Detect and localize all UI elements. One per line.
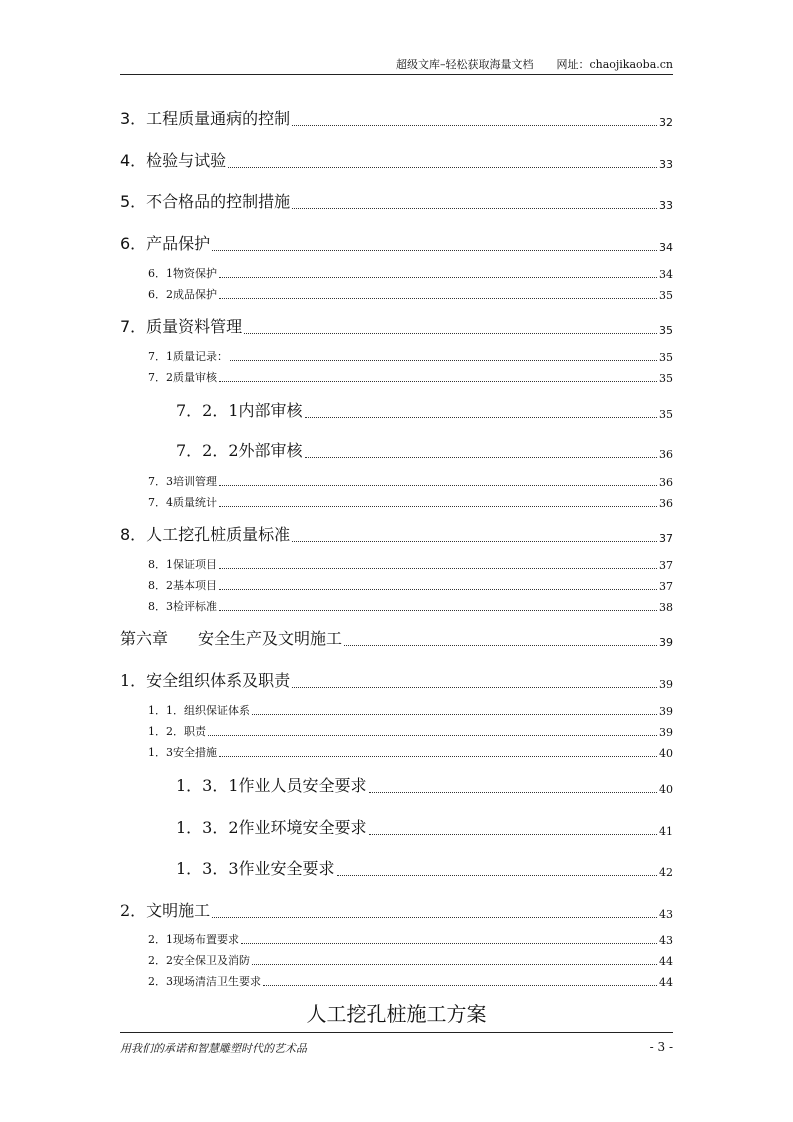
toc-entry-page: 35 xyxy=(659,289,673,302)
toc-entry-label: 8．人工挖孔桩质量标准 xyxy=(120,525,291,544)
dot-leader xyxy=(219,599,657,611)
toc-entry-label: 7．2．1内部审核 xyxy=(176,401,303,420)
dot-leader xyxy=(208,724,657,736)
toc-entry-label: 2．3现场清洁卫生要求 xyxy=(148,975,261,988)
toc-entry-label: 8．1保证项目 xyxy=(148,558,217,571)
footer-slogan: 用我们的承诺和智慧雕塑时代的艺术品 xyxy=(120,1042,307,1055)
toc-entry[interactable] xyxy=(120,668,673,691)
dot-leader xyxy=(369,818,657,835)
toc-entry-page: 39 xyxy=(659,636,673,649)
dot-leader xyxy=(228,151,657,168)
toc-entry-page: 41 xyxy=(659,825,673,838)
toc-entry-label: 6．产品保护 xyxy=(120,234,211,253)
toc-entry[interactable] xyxy=(148,952,673,968)
chapter-title: 安全生产及文明施工 xyxy=(198,629,343,648)
page-number: - 3 - xyxy=(649,1040,673,1054)
toc-entry-page: 35 xyxy=(659,351,673,364)
dot-leader xyxy=(219,287,657,299)
toc-entry-label: 7．1质量记录： xyxy=(148,350,228,363)
dot-leader xyxy=(305,441,657,458)
toc-entry-label: 3．工程质量通病的控制 xyxy=(120,109,291,128)
toc-entry-page: 34 xyxy=(659,241,673,254)
toc-entry-label: 6．2成品保护 xyxy=(148,288,217,301)
dot-leader xyxy=(230,349,657,361)
dot-leader xyxy=(212,234,657,251)
toc-entry-page: 32 xyxy=(659,116,673,129)
toc-entry-page: 40 xyxy=(659,783,673,796)
dot-leader xyxy=(219,266,657,278)
toc-entry[interactable] xyxy=(120,898,673,921)
toc-entry-page: 35 xyxy=(659,408,673,421)
dot-leader xyxy=(241,932,657,944)
toc-entry[interactable] xyxy=(148,556,673,572)
dot-leader xyxy=(292,109,657,126)
dot-leader xyxy=(344,629,657,646)
toc-entry[interactable] xyxy=(148,369,673,385)
dot-leader xyxy=(292,192,657,209)
toc-entry-page: 39 xyxy=(659,726,673,739)
toc-entry-page: 36 xyxy=(659,476,673,489)
toc-entry[interactable] xyxy=(120,148,673,171)
toc-entry-label: 8．2基本项目 xyxy=(148,579,217,592)
toc-entry-page: 39 xyxy=(659,678,673,691)
toc-entry-page: 36 xyxy=(659,497,673,510)
toc-entry-page: 38 xyxy=(659,601,673,614)
toc-entry[interactable] xyxy=(148,598,673,614)
toc-entry-label: 1．3．3作业安全要求 xyxy=(176,859,335,878)
toc-entry-label: 7．2．2外部审核 xyxy=(176,441,303,460)
toc-entry-label: 7．质量资料管理 xyxy=(120,317,243,336)
toc-entry-label: 2．2安全保卫及消防 xyxy=(148,954,250,967)
chapter-number: 第六章 xyxy=(120,629,169,648)
toc-entry[interactable] xyxy=(176,398,673,421)
toc-entry-label: 1．3．1作业人员安全要求 xyxy=(176,776,367,795)
document-title: 人工挖孔桩施工方案 xyxy=(306,1002,487,1026)
toc-entry-label: 2．1现场布置要求 xyxy=(148,933,239,946)
toc-entry-page: 40 xyxy=(659,747,673,760)
toc-entry-label: 6．1物资保护 xyxy=(148,267,217,280)
toc-entry[interactable] xyxy=(176,815,673,838)
dot-leader xyxy=(219,370,657,382)
dot-leader xyxy=(219,495,657,507)
toc-entry[interactable] xyxy=(120,231,673,254)
toc-entry[interactable] xyxy=(148,473,673,489)
toc-entry[interactable] xyxy=(176,773,673,796)
toc-entry-label: 8．3检评标准 xyxy=(148,600,217,613)
dot-leader xyxy=(337,859,657,876)
toc-entry[interactable] xyxy=(148,931,673,947)
toc-entry[interactable] xyxy=(148,723,673,739)
toc-entry-label: 1．2．职责 xyxy=(148,725,206,738)
dot-leader xyxy=(219,745,657,757)
toc-entry-page: 36 xyxy=(659,448,673,461)
toc-entry-label: 7．2质量审核 xyxy=(148,371,217,384)
dot-leader xyxy=(252,703,657,715)
toc-entry[interactable] xyxy=(148,348,673,364)
toc-entry-label: 1．3．2作业环境安全要求 xyxy=(176,818,367,837)
toc-entry-page: 44 xyxy=(659,976,673,989)
toc-entry-page: 37 xyxy=(659,559,673,572)
toc-entry[interactable] xyxy=(148,973,673,989)
toc-entry[interactable] xyxy=(148,286,673,302)
dot-leader xyxy=(212,901,657,918)
toc-entry-page: 35 xyxy=(659,324,673,337)
header-url-text: 网址：chaojikaoba.cn xyxy=(556,58,673,71)
dot-leader xyxy=(219,578,657,590)
toc-entry-label: 1．1．组织保证体系 xyxy=(148,704,250,717)
toc-entry-page: 43 xyxy=(659,934,673,947)
toc-entry[interactable] xyxy=(120,314,673,337)
toc-entry-page: 42 xyxy=(659,866,673,879)
toc-entry-page: 34 xyxy=(659,268,673,281)
toc-entry-page: 37 xyxy=(659,532,673,545)
toc-entry[interactable] xyxy=(176,438,673,461)
dot-leader xyxy=(219,557,657,569)
toc-entry[interactable] xyxy=(148,577,673,593)
toc-entry[interactable] xyxy=(148,265,673,281)
toc-entry-label: 5．不合格品的控制措施 xyxy=(120,192,291,211)
toc-entry-page: 43 xyxy=(659,908,673,921)
header-site-text: 超级文库–轻松获取海量文档 xyxy=(395,58,534,71)
toc-entry-page: 44 xyxy=(659,955,673,968)
toc-entry-label: 2．文明施工 xyxy=(120,901,211,920)
dot-leader xyxy=(369,776,657,793)
toc-entry-label: 1．3安全措施 xyxy=(148,746,217,759)
toc-entry-label: 7．4质量统计 xyxy=(148,496,217,509)
dot-leader xyxy=(244,317,657,334)
footer-divider xyxy=(120,1032,673,1033)
toc-entry-label: 4．检验与试验 xyxy=(120,151,227,170)
dot-leader xyxy=(219,474,657,486)
toc-entry-page: 37 xyxy=(659,580,673,593)
toc-entry[interactable] xyxy=(120,189,673,212)
dot-leader xyxy=(305,401,657,418)
toc-entry-label: 7．3培训管理 xyxy=(148,475,217,488)
toc-entry-page: 33 xyxy=(659,158,673,171)
toc-entry-page: 33 xyxy=(659,199,673,212)
toc-chapter-entry[interactable] xyxy=(120,626,673,649)
dot-leader xyxy=(252,953,657,965)
toc-entry-page: 35 xyxy=(659,372,673,385)
toc-entry[interactable] xyxy=(120,522,673,545)
dot-leader xyxy=(292,671,657,688)
dot-leader xyxy=(263,974,657,986)
toc-entry[interactable] xyxy=(176,856,673,879)
toc-entry-page: 39 xyxy=(659,705,673,718)
toc-entry[interactable] xyxy=(120,106,673,129)
dot-leader xyxy=(292,525,657,542)
toc-entry[interactable] xyxy=(148,744,673,760)
toc-entry[interactable] xyxy=(148,702,673,718)
toc-entry[interactable] xyxy=(148,494,673,510)
toc-entry-label: 1．安全组织体系及职责 xyxy=(120,671,291,690)
